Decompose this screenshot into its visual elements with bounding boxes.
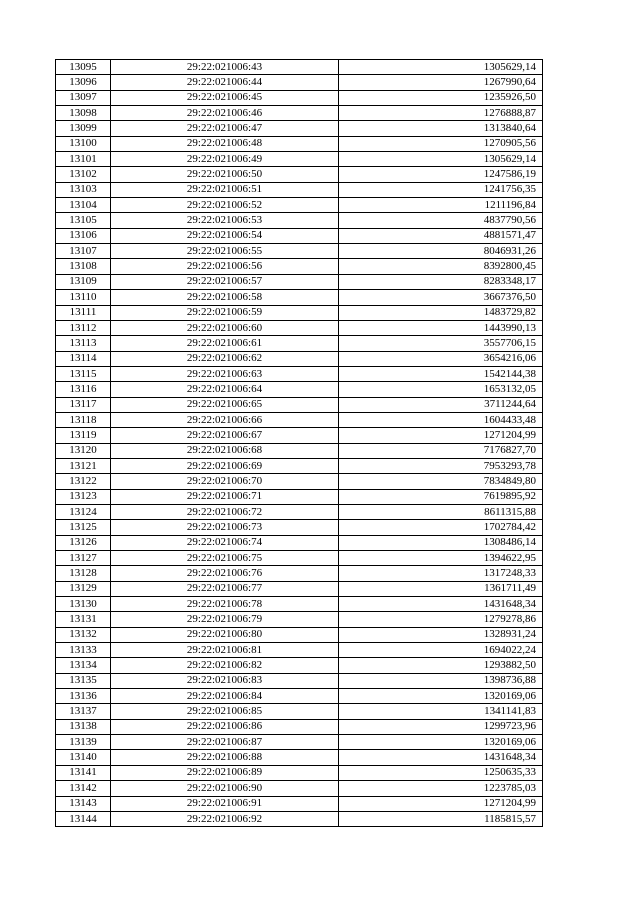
cadastral-number-cell: 29:22:021006:60 xyxy=(111,320,339,335)
row-number-cell: 13102 xyxy=(56,167,111,182)
table-row xyxy=(56,60,543,75)
cadastral-value-cell: 1341141,83 xyxy=(339,704,543,719)
row-number-cell: 13130 xyxy=(56,597,111,612)
cadastral-number-cell: 29:22:021006:51 xyxy=(111,182,339,197)
table-row xyxy=(56,182,543,197)
row-number-cell: 13111 xyxy=(56,305,111,320)
table-row xyxy=(56,551,543,566)
cadastral-number-cell: 29:22:021006:53 xyxy=(111,213,339,228)
cadastral-number-cell: 29:22:021006:61 xyxy=(111,336,339,351)
cadastral-number-cell: 29:22:021006:73 xyxy=(111,520,339,535)
table-row xyxy=(56,796,543,811)
row-number-cell: 13122 xyxy=(56,474,111,489)
cadastral-value-cell: 1604433,48 xyxy=(339,412,543,427)
table-row xyxy=(56,489,543,504)
cadastral-value-cell: 8283348,17 xyxy=(339,274,543,289)
row-number-cell: 13109 xyxy=(56,274,111,289)
cadastral-number-cell: 29:22:021006:74 xyxy=(111,535,339,550)
table-row xyxy=(56,412,543,427)
cadastral-value-cell: 1241756,35 xyxy=(339,182,543,197)
cadastral-value-cell: 3654216,06 xyxy=(339,351,543,366)
cadastral-value-cell: 1293882,50 xyxy=(339,658,543,673)
row-number-cell: 13098 xyxy=(56,106,111,121)
cadastral-number-cell: 29:22:021006:70 xyxy=(111,474,339,489)
cadastral-number-cell: 29:22:021006:88 xyxy=(111,750,339,765)
table-row xyxy=(56,689,543,704)
table-row xyxy=(56,627,543,642)
cadastral-value-cell: 1270905,56 xyxy=(339,136,543,151)
table-row xyxy=(56,305,543,320)
row-number-cell: 13144 xyxy=(56,811,111,826)
table-row xyxy=(56,366,543,381)
cadastral-value-cell: 1299723,96 xyxy=(339,719,543,734)
cadastral-number-cell: 29:22:021006:90 xyxy=(111,781,339,796)
row-number-cell: 13104 xyxy=(56,198,111,213)
row-number-cell: 13114 xyxy=(56,351,111,366)
cadastral-number-cell: 29:22:021006:48 xyxy=(111,136,339,151)
cadastral-number-cell: 29:22:021006:78 xyxy=(111,597,339,612)
table-row xyxy=(56,811,543,826)
cadastral-value-cell: 1185815,57 xyxy=(339,811,543,826)
cadastral-number-cell: 29:22:021006:50 xyxy=(111,167,339,182)
row-number-cell: 13113 xyxy=(56,336,111,351)
table-row xyxy=(56,90,543,105)
cadastral-value-cell: 1305629,14 xyxy=(339,152,543,167)
cadastral-number-cell: 29:22:021006:84 xyxy=(111,689,339,704)
cadastral-number-cell: 29:22:021006:91 xyxy=(111,796,339,811)
cadastral-number-cell: 29:22:021006:66 xyxy=(111,412,339,427)
cadastral-number-cell: 29:22:021006:86 xyxy=(111,719,339,734)
row-number-cell: 13140 xyxy=(56,750,111,765)
cadastral-number-cell: 29:22:021006:79 xyxy=(111,612,339,627)
table-row xyxy=(56,504,543,519)
table-row xyxy=(56,443,543,458)
row-number-cell: 13101 xyxy=(56,152,111,167)
table-row xyxy=(56,428,543,443)
cadastral-value-cell: 7834849,80 xyxy=(339,474,543,489)
row-number-cell: 13124 xyxy=(56,504,111,519)
cadastral-number-cell: 29:22:021006:87 xyxy=(111,735,339,750)
cadastral-number-cell: 29:22:021006:58 xyxy=(111,290,339,305)
cadastral-value-cell: 1271204,99 xyxy=(339,796,543,811)
cadastral-number-cell: 29:22:021006:47 xyxy=(111,121,339,136)
table-row xyxy=(56,259,543,274)
table-row xyxy=(56,106,543,121)
table-row xyxy=(56,535,543,550)
cadastral-value-cell: 1250635,33 xyxy=(339,765,543,780)
cadastral-value-cell: 1276888,87 xyxy=(339,106,543,121)
cadastral-number-cell: 29:22:021006:69 xyxy=(111,458,339,473)
row-number-cell: 13108 xyxy=(56,259,111,274)
table-row xyxy=(56,781,543,796)
row-number-cell: 13136 xyxy=(56,689,111,704)
row-number-cell: 13099 xyxy=(56,121,111,136)
cadastral-number-cell: 29:22:021006:64 xyxy=(111,382,339,397)
table-row xyxy=(56,320,543,335)
cadastral-value-cell: 1313840,64 xyxy=(339,121,543,136)
cadastral-value-cell: 1223785,03 xyxy=(339,781,543,796)
row-number-cell: 13128 xyxy=(56,566,111,581)
table-row xyxy=(56,474,543,489)
row-number-cell: 13135 xyxy=(56,673,111,688)
cadastral-value-cell: 1235926,50 xyxy=(339,90,543,105)
row-number-cell: 13125 xyxy=(56,520,111,535)
table-row xyxy=(56,336,543,351)
row-number-cell: 13110 xyxy=(56,290,111,305)
cadastral-number-cell: 29:22:021006:63 xyxy=(111,366,339,381)
cadastral-value-cell: 1247586,19 xyxy=(339,167,543,182)
table-row xyxy=(56,228,543,243)
cadastral-number-cell: 29:22:021006:72 xyxy=(111,504,339,519)
row-number-cell: 13137 xyxy=(56,704,111,719)
row-number-cell: 13100 xyxy=(56,136,111,151)
cadastral-value-cell: 3667376,50 xyxy=(339,290,543,305)
row-number-cell: 13103 xyxy=(56,182,111,197)
cadastral-value-cell: 8611315,88 xyxy=(339,504,543,519)
table-body xyxy=(56,60,543,827)
row-number-cell: 13120 xyxy=(56,443,111,458)
cadastral-value-table xyxy=(55,59,543,827)
cadastral-number-cell: 29:22:021006:55 xyxy=(111,244,339,259)
row-number-cell: 13133 xyxy=(56,643,111,658)
cadastral-value-cell: 1702784,42 xyxy=(339,520,543,535)
cadastral-value-cell: 1317248,33 xyxy=(339,566,543,581)
cadastral-value-cell: 1398736,88 xyxy=(339,673,543,688)
cadastral-number-cell: 29:22:021006:56 xyxy=(111,259,339,274)
table-row xyxy=(56,581,543,596)
table-row xyxy=(56,198,543,213)
table-row xyxy=(56,719,543,734)
row-number-cell: 13097 xyxy=(56,90,111,105)
row-number-cell: 13123 xyxy=(56,489,111,504)
row-number-cell: 13112 xyxy=(56,320,111,335)
cadastral-number-cell: 29:22:021006:82 xyxy=(111,658,339,673)
cadastral-number-cell: 29:22:021006:81 xyxy=(111,643,339,658)
cadastral-value-cell: 1694022,24 xyxy=(339,643,543,658)
row-number-cell: 13121 xyxy=(56,458,111,473)
table-row xyxy=(56,290,543,305)
cadastral-number-cell: 29:22:021006:68 xyxy=(111,443,339,458)
cadastral-number-cell: 29:22:021006:71 xyxy=(111,489,339,504)
cadastral-number-cell: 29:22:021006:54 xyxy=(111,228,339,243)
cadastral-value-cell: 1279278,86 xyxy=(339,612,543,627)
row-number-cell: 13141 xyxy=(56,765,111,780)
cadastral-number-cell: 29:22:021006:57 xyxy=(111,274,339,289)
table-row xyxy=(56,152,543,167)
table-row xyxy=(56,597,543,612)
row-number-cell: 13129 xyxy=(56,581,111,596)
row-number-cell: 13127 xyxy=(56,551,111,566)
row-number-cell: 13118 xyxy=(56,412,111,427)
cadastral-number-cell: 29:22:021006:77 xyxy=(111,581,339,596)
cadastral-number-cell: 29:22:021006:43 xyxy=(111,60,339,75)
row-number-cell: 13115 xyxy=(56,366,111,381)
cadastral-number-cell: 29:22:021006:49 xyxy=(111,152,339,167)
cadastral-value-cell: 3711244,64 xyxy=(339,397,543,412)
row-number-cell: 13116 xyxy=(56,382,111,397)
cadastral-number-cell: 29:22:021006:85 xyxy=(111,704,339,719)
cadastral-value-cell: 7176827,70 xyxy=(339,443,543,458)
row-number-cell: 13134 xyxy=(56,658,111,673)
table-row xyxy=(56,274,543,289)
cadastral-value-cell: 1483729,82 xyxy=(339,305,543,320)
table-row xyxy=(56,612,543,627)
row-number-cell: 13096 xyxy=(56,75,111,90)
table-row xyxy=(56,213,543,228)
cadastral-value-cell: 1267990,64 xyxy=(339,75,543,90)
cadastral-value-cell: 7619895,92 xyxy=(339,489,543,504)
cadastral-value-cell: 1320169,06 xyxy=(339,735,543,750)
cadastral-value-cell: 1443990,13 xyxy=(339,320,543,335)
cadastral-value-cell: 4837790,56 xyxy=(339,213,543,228)
row-number-cell: 13131 xyxy=(56,612,111,627)
cadastral-number-cell: 29:22:021006:89 xyxy=(111,765,339,780)
cadastral-value-cell: 8046931,26 xyxy=(339,244,543,259)
row-number-cell: 13142 xyxy=(56,781,111,796)
table-row xyxy=(56,673,543,688)
cadastral-number-cell: 29:22:021006:52 xyxy=(111,198,339,213)
row-number-cell: 13132 xyxy=(56,627,111,642)
cadastral-value-cell: 1271204,99 xyxy=(339,428,543,443)
table-row xyxy=(56,351,543,366)
cadastral-number-cell: 29:22:021006:83 xyxy=(111,673,339,688)
table-row xyxy=(56,136,543,151)
table-row xyxy=(56,643,543,658)
cadastral-value-cell: 8392800,45 xyxy=(339,259,543,274)
cadastral-value-cell: 1308486,14 xyxy=(339,535,543,550)
cadastral-number-cell: 29:22:021006:46 xyxy=(111,106,339,121)
cadastral-value-cell: 3557706,15 xyxy=(339,336,543,351)
table-row xyxy=(56,167,543,182)
table-row xyxy=(56,244,543,259)
cadastral-number-cell: 29:22:021006:76 xyxy=(111,566,339,581)
cadastral-number-cell: 29:22:021006:59 xyxy=(111,305,339,320)
table-row xyxy=(56,735,543,750)
cadastral-number-cell: 29:22:021006:65 xyxy=(111,397,339,412)
cadastral-value-cell: 1653132,05 xyxy=(339,382,543,397)
table-row xyxy=(56,765,543,780)
row-number-cell: 13106 xyxy=(56,228,111,243)
table-row xyxy=(56,458,543,473)
cadastral-value-cell: 1328931,24 xyxy=(339,627,543,642)
row-number-cell: 13143 xyxy=(56,796,111,811)
table-row xyxy=(56,75,543,90)
row-number-cell: 13095 xyxy=(56,60,111,75)
cadastral-value-cell: 1361711,49 xyxy=(339,581,543,596)
row-number-cell: 13107 xyxy=(56,244,111,259)
table-row xyxy=(56,566,543,581)
cadastral-value-cell: 7953293,78 xyxy=(339,458,543,473)
table-row xyxy=(56,397,543,412)
cadastral-number-cell: 29:22:021006:67 xyxy=(111,428,339,443)
cadastral-value-cell: 1394622,95 xyxy=(339,551,543,566)
cadastral-value-cell: 1211196,84 xyxy=(339,198,543,213)
cadastral-number-cell: 29:22:021006:62 xyxy=(111,351,339,366)
cadastral-number-cell: 29:22:021006:45 xyxy=(111,90,339,105)
row-number-cell: 13126 xyxy=(56,535,111,550)
row-number-cell: 13117 xyxy=(56,397,111,412)
table-row xyxy=(56,750,543,765)
row-number-cell: 13138 xyxy=(56,719,111,734)
cadastral-number-cell: 29:22:021006:75 xyxy=(111,551,339,566)
cadastral-value-cell: 1320169,06 xyxy=(339,689,543,704)
row-number-cell: 13139 xyxy=(56,735,111,750)
row-number-cell: 13105 xyxy=(56,213,111,228)
cadastral-number-cell: 29:22:021006:80 xyxy=(111,627,339,642)
cadastral-value-cell: 4881571,47 xyxy=(339,228,543,243)
cadastral-value-cell: 1431648,34 xyxy=(339,597,543,612)
cadastral-value-cell: 1542144,38 xyxy=(339,366,543,381)
cadastral-number-cell: 29:22:021006:44 xyxy=(111,75,339,90)
table-row xyxy=(56,520,543,535)
table-row xyxy=(56,382,543,397)
table-row xyxy=(56,658,543,673)
row-number-cell: 13119 xyxy=(56,428,111,443)
table-row xyxy=(56,704,543,719)
cadastral-number-cell: 29:22:021006:92 xyxy=(111,811,339,826)
cadastral-value-cell: 1305629,14 xyxy=(339,60,543,75)
cadastral-value-cell: 1431648,34 xyxy=(339,750,543,765)
table-row xyxy=(56,121,543,136)
